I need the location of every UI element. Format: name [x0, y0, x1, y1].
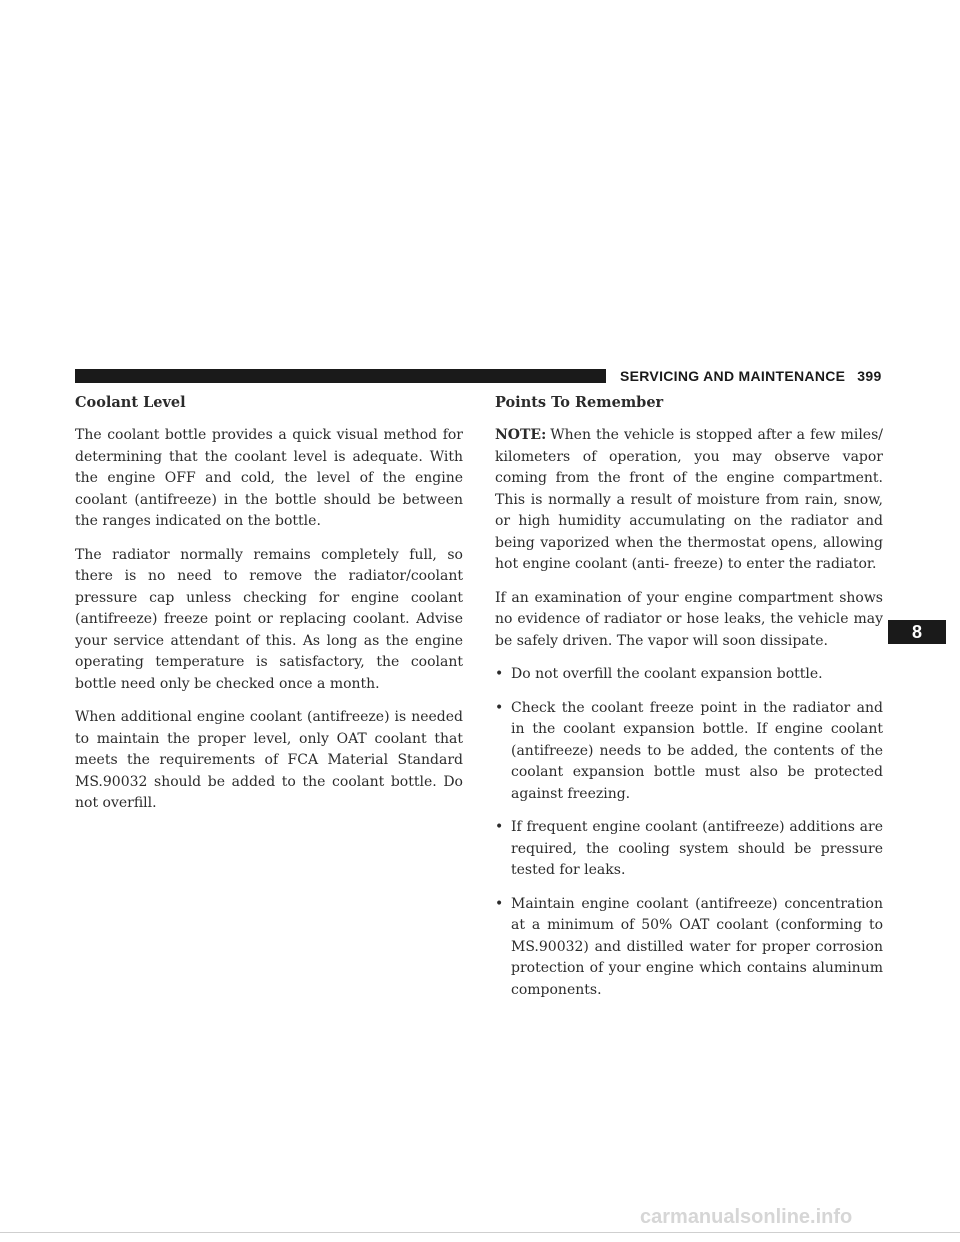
list-item-text: If frequent engine coolant (antifreeze) additions are required, the cooling system should be pressure tested for leaks. — [511, 819, 883, 878]
watermark: carmanualsonline.info — [640, 1206, 853, 1228]
list-item — [495, 698, 883, 806]
paragraph: When additional engine coolant (antifreeze) is needed to maintain the proper level, only OAT coolant that meets the requirements of FCA Material Standard MS.90032 should be added to the coolant bottle. Do not overfill. — [75, 709, 463, 811]
note-text: When the vehicle is stopped after a few miles/ kilometers of operation, you may observe vapor coming from the front of the engine compartment. This is normally a result of moisture from rain, snow, or high humidity accumulating on the radiator and being vaporized when the thermostat opens, allowing hot engine coolant (anti- freeze) to enter the radiator. — [495, 427, 883, 572]
note-paragraph — [495, 425, 883, 576]
points-to-remember-heading: Points To Remember — [495, 394, 664, 411]
bullet-icon: • — [495, 699, 504, 716]
paragraph: The coolant bottle provides a quick visual method for determining that the coolant level is adequate. With the engine OFF and cold, the level of the engine coolant (antifreeze) in the bottle should be between the ranges indicated on the bottle. — [75, 427, 463, 529]
left-column — [75, 394, 463, 827]
right-column — [495, 394, 883, 1013]
header-rule — [75, 369, 606, 383]
coolant-level-heading: Coolant Level — [75, 394, 186, 411]
paragraph: The radiator normally remains completely full, so there is no need to remove the radiator/coolant pressure cap unless checking for engine coolant (antifreeze) freeze point or replacing coolant. Advise your service attendant of this. As long as the engine operating temperature is satisfactory, the coolant bottle need only be checked once a month. — [75, 546, 463, 692]
bullet-icon: • — [495, 895, 504, 912]
list-item — [495, 664, 883, 686]
page-number: 399 — [857, 368, 882, 384]
list-item — [495, 817, 883, 882]
bullet-icon: • — [495, 666, 504, 682]
paragraph: If an examination of your engine compartment shows no evidence of radiator or hose leaks, the vehicle may be safely driven. The vapor will soon dissipate. — [495, 589, 883, 649]
bullet-icon: • — [495, 819, 504, 835]
running-header — [620, 368, 882, 384]
footer-line — [0, 1232, 960, 1233]
list-item-text: Do not overfill the coolant expansion bottle. — [511, 666, 823, 682]
list-item-text: Maintain engine coolant (antifreeze) concentration at a minimum of 50% OAT coolant (conforming to MS.90032) and distilled water for proper corrosion protection of your engine which contains aluminum components. — [511, 895, 883, 998]
section-title: SERVICING AND MAINTENANCE — [620, 368, 846, 384]
list-item — [495, 894, 883, 1002]
list-item-text: Check the coolant freeze point in the radiator and in the coolant expansion bottle. If engine coolant (antifreeze) needs to be added, the contents of the coolant expansion bottle must also be protected against freezing. — [511, 699, 883, 802]
note-label: NOTE: — [495, 427, 547, 443]
chapter-tab: 8 — [888, 620, 946, 644]
bullet-list — [495, 664, 883, 1001]
